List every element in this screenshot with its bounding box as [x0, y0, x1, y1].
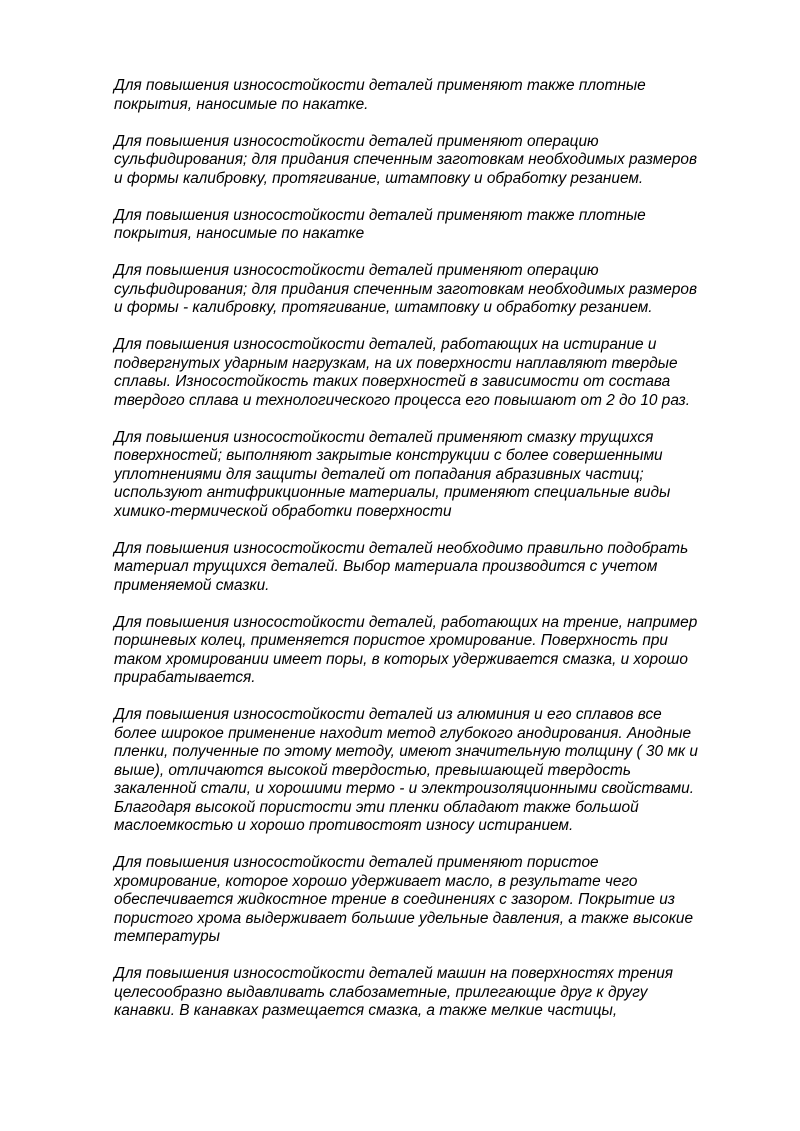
paragraph-2: Для повышения износостойкости деталей применяют операцию сульфидирования; для придания спеченным заготовкам необходимых размеров и формы калибровку, протягивание, штамповку и обработку резанием.: [114, 132, 697, 187]
paragraph-7: Для повышения износостойкости деталей необходимо правильно подобрать материал трущихся деталей. Выбор материала производится с учетом применяемой смазки.: [114, 539, 689, 594]
paragraph-10: Для повышения износостойкости деталей применяют пористое хромирование, которое хорошо удерживает масло, в результате чего обеспечивается жидкостное трение в соединениях с зазором. Покрытие из пористого хрома выдерживает большие удельные давления, а также высокие температуры: [114, 854, 694, 945]
paragraph-1: Для повышения износостойкости деталей применяют также плотные покрытия, наносимые по накатке.: [114, 77, 646, 113]
paragraph-5: Для повышения износостойкости деталей, работающих на истирание и подвергнутых ударным нагрузкам, на их поверхности наплавляют твердые сплавы. Износостойкость таких поверхностей в зависимости от состава твердого сплава и технологического процесса его повышают от 2 до 10 раз.: [114, 336, 690, 409]
document-body: [114, 77, 734, 1039]
paragraph-8: Для повышения износостойкости деталей, работающих на трение, например поршневых колец, применяется пористое хромирование. Поверхность при таком хромировании имеет поры, в которых удерживается смазка, и хорошо прирабатывается.: [114, 613, 698, 686]
paragraph-6: Для повышения износостойкости деталей применяют смазку трущихся поверхностей; выполняют закрытые конструкции с более совершенными уплотнениями для защиты деталей от попадания абразивных частиц; используют антифрикционные материалы, применяют специальные виды химико-термической обработки поверхности: [114, 428, 671, 520]
paragraph-4: Для повышения износостойкости деталей применяют операцию сульфидирования; для придания спеченным заготовкам необходимых размеров и формы - калибровку, протягивание, штамповку и обработку резанием.: [114, 262, 697, 316]
paragraph-11: Для повышения износостойкости деталей машин на поверхностях трения целесообразно выдавливать слабозаметные, прилегающие друг к другу канавки. В канавках размещается смазка, а также мелкие частицы,: [114, 965, 674, 1019]
paragraph-9: Для повышения износостойкости деталей из алюминия и его сплавов все более широкое применение находит метод глубокого анодирования. Анодные пленки, полученные по этому методу, имеют значительную толщину ( 30 мк и выше), отличаются высокой твердостью, превышающей твердость закаленной стали, и хорошими термо - и электроизоляционными свойствами. Благодаря высокой пористости эти пленки обладают также большой маслоемкостью и хорошо противостоят износу истиранием.: [114, 706, 698, 834]
paragraph-3: Для повышения износостойкости деталей применяют также плотные покрытия, наносимые по накатке: [114, 206, 646, 242]
